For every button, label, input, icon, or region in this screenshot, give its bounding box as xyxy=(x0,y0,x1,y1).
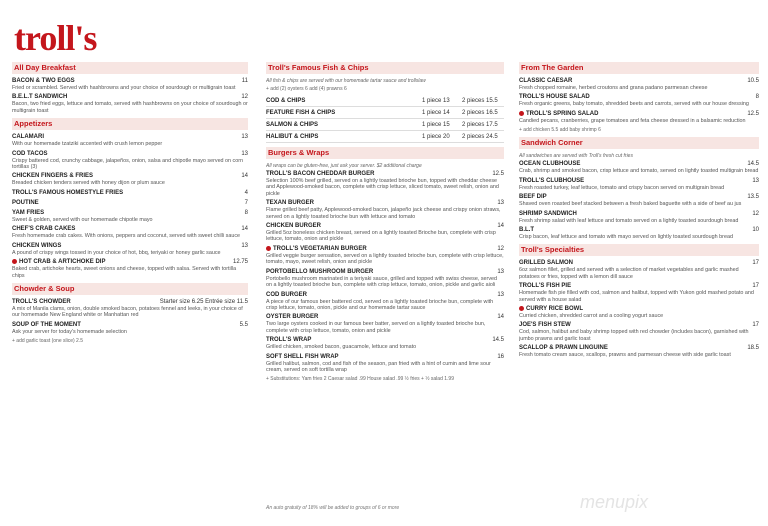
menu-item: CHICKEN FINGERS & FRIES 14 Breaded chicken tenders served with honey dijon or plum sauce xyxy=(12,173,248,187)
gluten-free-icon xyxy=(519,111,524,116)
section-title-chowder: Chowder & Soup xyxy=(12,283,248,295)
menu-item: CURRY RICE BOWL Curried chicken, shredded carrot and a cooling yogurt sauce xyxy=(519,306,664,320)
menu-item: GRILLED SALMON 17 6oz salmon fillet, grilled and served with a selection of market vegetables and garlic mashed potatoes or fries, topped with a lemon dill sauce xyxy=(519,260,759,280)
section-title-fish-chips: Troll's Famous Fish & Chips xyxy=(266,62,504,74)
menu-item: OCEAN CLUBHOUSE 14.5 Crab, shrimp and smoked bacon, crisp lettuce and tomato, served on lightly toasted multigrain bread xyxy=(519,161,759,175)
menu-item: B.E.L.T SANDWICH 12 Bacon, two fried eggs, lettuce and tomato, served with hashbrowns on your choice of sourdough or multigrain toast xyxy=(12,94,248,114)
section-note: All fish & chips are served with our homemade tartar sauce and trollslaw xyxy=(266,78,426,84)
section-title-burgers: Burgers & Wraps xyxy=(266,147,504,159)
addon-note: + add garlic toast (one slice) 2.5 xyxy=(12,338,84,345)
column-left xyxy=(12,62,248,347)
fish-row: COD & CHIPS 1 piece 13 2 pieces 15.5 xyxy=(266,95,504,107)
menu-item: TROLL'S VEGETARIAN BURGER 12 Grilled veggie burger sensation, served on a lightly toasted brioche bun, complete with crisp lettuce, tomato, mayo, sweet relish, onion and pickle xyxy=(266,245,504,266)
menu-item: POUTINE 7 xyxy=(12,199,248,206)
fish-row: FEATURE FISH & CHIPS 1 piece 14 2 pieces 16.5 xyxy=(266,107,504,119)
section-note: All wraps can be gluten-free, just ask your server. $2 additional charge xyxy=(266,163,422,169)
menu-item: CHEF'S CRAB CAKES 14 Fresh homemade crab cakes. With onions, peppers and coconut, served with sweet chilli sauce xyxy=(12,226,248,240)
menu-item: CLASSIC CAESAR 10.5 Fresh chopped romaine, herbed croutons and grana padano parmesan cheese xyxy=(519,78,759,91)
menu-item: SOFT SHELL FISH WRAP 16 Grilled halibut, salmon, cod and fish of the season, pan fried with a hint of cumin and lime sour cream, served on soft tortilla wrap xyxy=(266,353,504,373)
menu-item: CALAMARI 13 With our homemade tzatziki accented with crush lemon pepper xyxy=(12,134,248,148)
menu-item: TROLL'S FAMOUS HOMESTYLE FRIES 4 xyxy=(12,189,248,196)
column-middle xyxy=(266,62,504,385)
menu-item: BEEF DIP 13.5 Shaved oven roasted beef stacked between a fresh baked baguette with a side of beef au jus xyxy=(519,194,759,208)
section-title-specialties: Troll's Specialties xyxy=(519,244,759,256)
column-right xyxy=(519,62,759,362)
gratuity-note: An auto gratuity of 18% will be added to groups of 6 or more xyxy=(266,505,400,511)
menu-item: TROLL'S WRAP 14.5 Grilled chicken, smoked bacon, guacamole, lettuce and tomato xyxy=(266,337,504,351)
section-title-garden: From The Garden xyxy=(519,62,759,74)
menu-item: CHICKEN BURGER 14 Grilled 5oz boneless chicken breast, served on a lightly toasted Brioche bun, complete with crisp lettuce, tomato, onion and pickle xyxy=(266,223,504,243)
addon-note: + add chicken 5.5 add baby shrimp 6 xyxy=(519,127,601,134)
section-title-breakfast: All Day Breakfast xyxy=(12,62,248,74)
menu-item: BACON & TWO EGGS 11 Fried or scrambled. Served with hashbrowns and your choice of sourdough or multigrain toast xyxy=(12,78,248,91)
fish-row: SALMON & CHIPS 1 piece 15 2 pieces 17.5 xyxy=(266,119,504,131)
menu-item: COD BURGER 13 A piece of our famous beer battered cod, served on a lightly toasted brioche bun, complete with crisp lettuce, tomato, onion, pickle and our homemade tartar sauce xyxy=(266,291,504,311)
section-title-appetizers: Appetizers xyxy=(12,118,248,130)
vegetarian-icon xyxy=(266,246,271,251)
menu-item: TROLL'S BACON CHEDDAR BURGER 12.5 Selection 100% beef grilled, served on a lightly toasted brioche bun, topped with cheddar cheese and Applewood-smoked bacon, complete with crisp lettuce, sliced tomato, sweet relish, onion and pickle xyxy=(266,171,504,197)
menu-item: SOUP OF THE MOMENT 5.5 Ask your server for today's homemade selection xyxy=(12,321,248,335)
substitutions-note: + Substitutions: Yam fries 2 Caesar salad .99 House salad .99 ½ fries + ½ salad 1.99 xyxy=(266,376,454,383)
menu-item: CHICKEN WINGS 13 A pound of crispy wings tossed in your choice of hot, bbq, teriyaki or honey garlic sauce xyxy=(12,242,248,256)
menu-item: SHRIMP SANDWICH 12 Fresh shrimp salad with leaf lettuce and tomato served on a lightly toasted sourdough bread xyxy=(519,210,759,224)
spicy-icon xyxy=(519,306,524,311)
menu-item: TROLL'S FISH PIE 17 Homemade fish pie filled with cod, salmon and halibut, topped with Yukon gold mashed potato and served with a house salad xyxy=(519,283,759,303)
menu-item: HOT CRAB & ARTICHOKE DIP 12.75 Baked crab, artichoke hearts, sweet onions and cheese, topped with salsa. Served with tortilla chips xyxy=(12,259,248,279)
section-title-sandwich: Sandwich Corner xyxy=(519,137,759,149)
menu-item: TROLL'S CLUBHOUSE 13 Fresh roasted turkey, leaf lettuce, tomato and crispy bacon served on multigrain bread xyxy=(519,177,759,191)
menu-item: COD TACOS 13 Crispy battered cod, crunchy cabbage, jalapeños, onion, salsa and chipotle mayo served on corn tortillas (3) xyxy=(12,150,248,171)
section-note: All sandwiches are served with Troll's fresh cut fries xyxy=(519,153,633,160)
gluten-free-icon xyxy=(12,259,17,264)
menu-item: OYSTER BURGER 14 Two large oysters cooked in our famous beer batter, served on a lightly toasted brioche bun, complete with crisp lettuce, tomato, onion and pickle xyxy=(266,314,504,334)
trolls-logo: troll's xyxy=(14,18,97,58)
watermark: menupix xyxy=(580,492,649,512)
menu-item: TROLL'S HOUSE SALAD 8 Fresh organic greens, baby tomato, shredded beets and carrots, served with our house dressing xyxy=(519,94,759,108)
menu-item: JOE'S FISH STEW 17 Cod, salmon, halibut and baby shrimp topped with red chowder (includes bacon), garnished with jumbo prawns and garlic toast xyxy=(519,322,759,342)
menu-item: B.L.T 10 Crisp bacon, leaf lettuce and tomato with mayo served on lightly toasted sourdough bread xyxy=(519,226,759,240)
addon-note: + add (2) oysters 6 add (4) prawns 6 xyxy=(266,86,347,92)
fish-row: HALIBUT & CHIPS 1 piece 20 2 pieces 24.5 xyxy=(266,131,504,143)
menu-item: TROLL'S CHOWDER Starter size 6.25 Entrée size 11.5 A mix of Manila clams, onion, double smoked bacon, potatoes fennel and leeks, in your choice of our homemade New England white or Manhattan red xyxy=(12,298,248,319)
menu-item: YAM FRIES 8 Sweet & golden, served with our homemade chipotle mayo xyxy=(12,209,248,223)
menu-item: SCALLOP & PRAWN LINGUINE 18.5 Fresh tomato cream sauce, scallops, prawns and parmesan cheese with side garlic toast xyxy=(519,345,759,359)
menu-item: TROLL'S SPRING SALAD 12.5 Candied pecans, cranberries, grape tomatoes and feta cheese dressed in a balsamic reduction xyxy=(519,110,759,124)
menu-item: TEXAN BURGER 13 Flame grilled beef patty, Applewood-smoked bacon, jalapeño jack cheese and crispy onion straws, served on a lightly toasted brioche bun with lettuce and tomato xyxy=(266,200,504,220)
menu-item: PORTOBELLO MUSHROOM BURGER 13 Portobello mushroom marinated in a teriyaki sauce, grilled and topped with swiss cheese, served on a lightly toasted brioche bun, complete with crisp lettuce, tomato, onion, pickle and garlic aioli xyxy=(266,268,504,289)
